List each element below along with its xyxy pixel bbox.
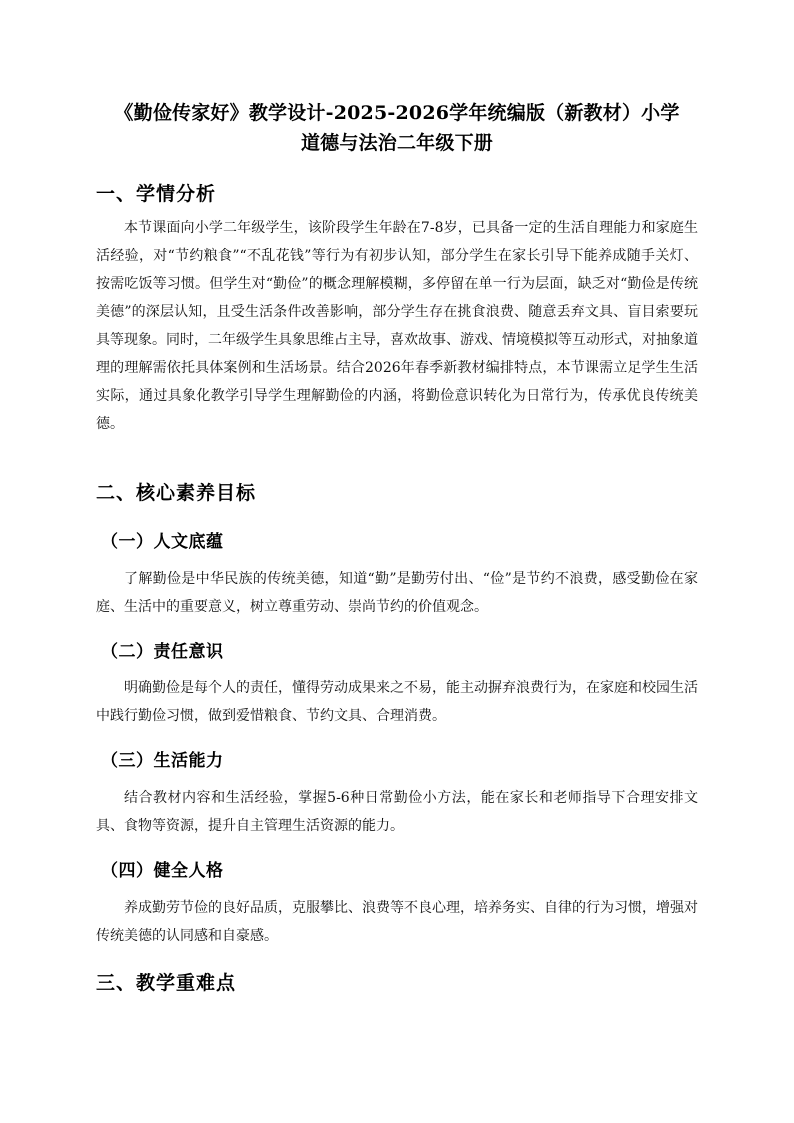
title-line-2: 道德与法治二年级下册 — [300, 132, 493, 154]
responsibility-paragraph: 明确勤俭是每个人的责任，懂得劳动成果来之不易，能主动摒弃浪费行为，在家庭和校园生活中践行勤俭习惯，做到爱惜粮食、节约文具、合理消费。 — [96, 680, 698, 724]
document-title — [60, 98, 734, 158]
humanistic-paragraph: 了解勤俭是中华民族的传统美德，知道“勤”是勤劳付出、“俭”是节约不浪费，感受勤俭在家庭、生活中的重要意义，树立尊重劳动、崇尚节约的价值观念。 — [96, 571, 698, 615]
subheading-life-skills: （三）生活能力 — [101, 751, 224, 771]
subheading-personality: （四）健全人格 — [101, 861, 224, 881]
subheading-humanistic: （一）人文底蕴 — [101, 532, 224, 552]
section-heading-core-goals: 二、核心素养目标 — [96, 482, 257, 504]
title-line-1: 《勤俭传家好》教学设计-2025-2026学年统编版（新教材）小学 — [114, 102, 680, 124]
section-heading-learner-analysis: 一、学情分析 — [96, 183, 217, 205]
learner-analysis-paragraph: 本节课面向小学二年级学生，该阶段学生年龄在7-8岁，已具备一定的生活自理能力和家庭生活经验，对“节约粮食”“不乱花钱”等行为有初步认知，部分学生在家长引导下能养成随手关灯、按需吃饭等习惯。但学生对“勤俭”的概念理解模糊，多停留在单一行为层面，缺乏对“勤俭是传统美德”的深层认知，且受生活条件改善影响，部分学生存在挑食浪费、随意丢弃文具、盲目索要玩具等现象。同时，二年级学生具象思维占主导，喜欢故事、游戏、情境模拟等互动形式，对抽象道理的理解需依托具体案例和生活场景。结合2026年春季新教材编排特点，本节课需立足学生生活实际，通过具象化教学引导学生理解勤俭的内涵，将勤俭意识转化为日常行为，传承优良传统美德。 — [96, 220, 698, 432]
personality-paragraph: 养成勤劳节俭的良好品质，克服攀比、浪费等不良心理，培养务实、自律的行为习惯，增强对传统美德的认同感和自豪感。 — [96, 900, 698, 944]
section-heading-key-points: 三、教学重难点 — [96, 972, 237, 994]
life-skills-paragraph: 结合教材内容和生活经验，掌握5-6种日常勤俭小方法，能在家长和老师指导下合理安排文具、食物等资源，提升自主管理生活资源的能力。 — [96, 790, 698, 834]
subheading-responsibility: （二）责任意识 — [101, 642, 224, 662]
